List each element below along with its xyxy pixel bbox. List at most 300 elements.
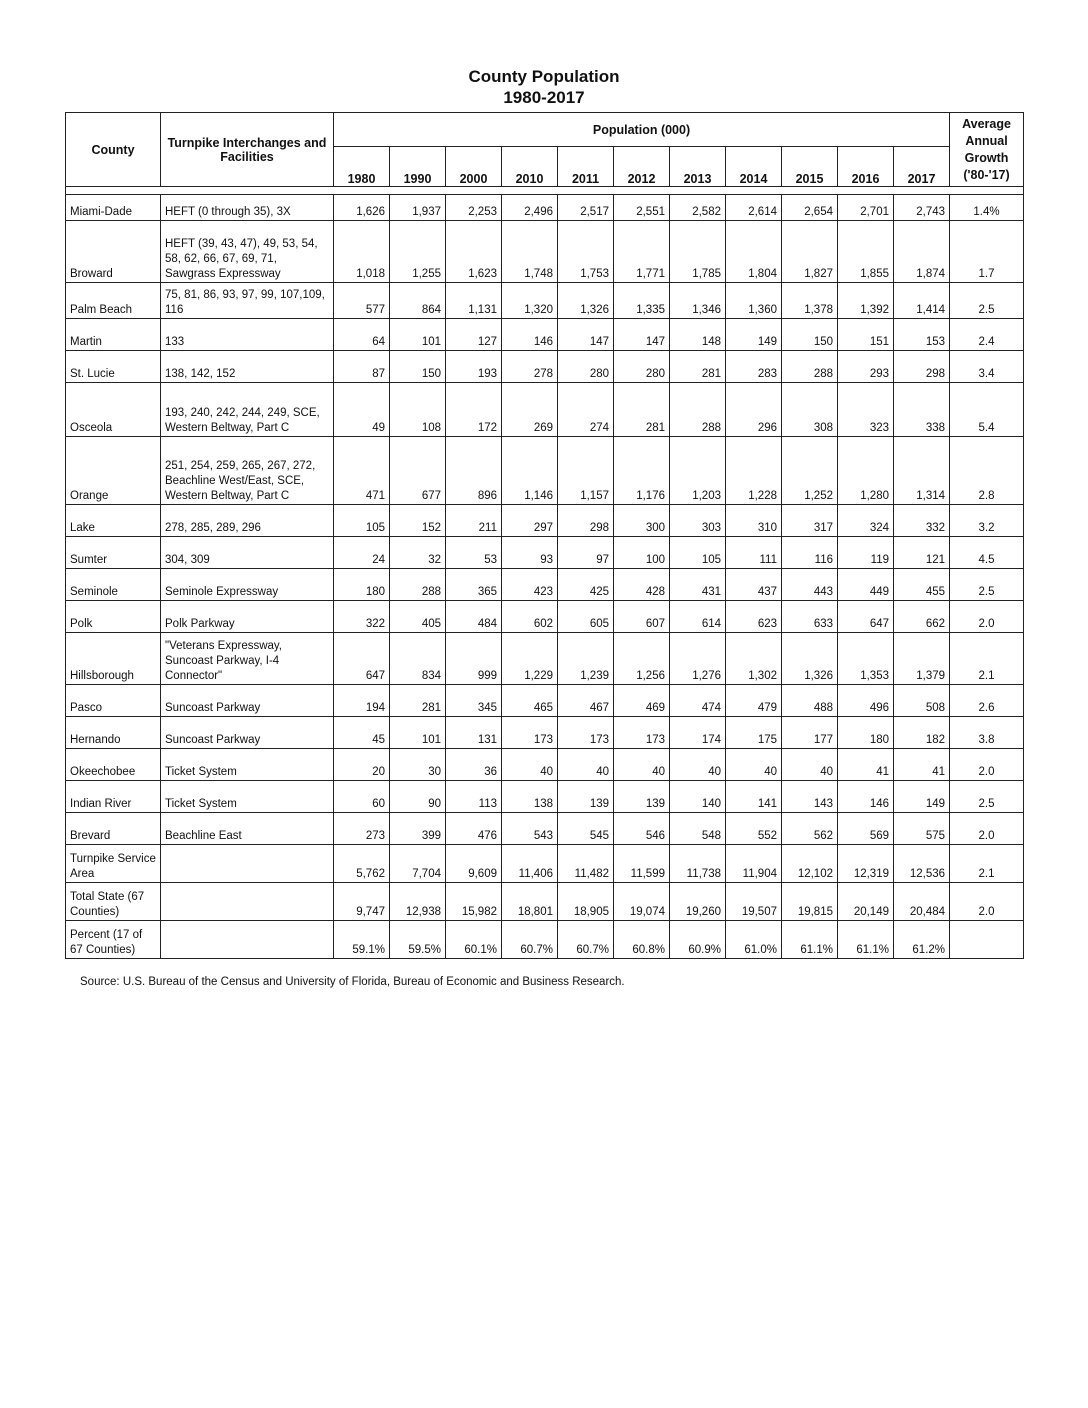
- population-value-cell: 281: [670, 351, 726, 383]
- population-value-cell: 469: [614, 685, 670, 717]
- facilities-cell: 138, 142, 152: [161, 351, 334, 383]
- population-value-cell: 288: [390, 569, 446, 601]
- population-value-cell: 1,320: [502, 283, 558, 319]
- population-value-cell: 338: [894, 383, 950, 437]
- population-value-cell: 1,252: [782, 437, 838, 505]
- population-value-cell: 864: [390, 283, 446, 319]
- population-value-cell: 59.5%: [390, 921, 446, 959]
- population-value-cell: 281: [614, 383, 670, 437]
- population-value-cell: 100: [614, 537, 670, 569]
- county-cell: Hillsborough: [66, 633, 161, 685]
- population-value-cell: 1,335: [614, 283, 670, 319]
- population-value-cell: 194: [334, 685, 390, 717]
- population-value-cell: 12,536: [894, 845, 950, 883]
- table-row: [66, 221, 1024, 283]
- population-value-cell: 147: [614, 319, 670, 351]
- population-value-cell: 108: [390, 383, 446, 437]
- population-value-cell: 180: [334, 569, 390, 601]
- population-value-cell: 2,517: [558, 195, 614, 221]
- population-value-cell: 577: [334, 283, 390, 319]
- population-value-cell: 53: [446, 537, 502, 569]
- county-cell: Turnpike Service Area: [66, 845, 161, 883]
- population-value-cell: 324: [838, 505, 894, 537]
- header-year: 2015: [782, 147, 838, 187]
- population-value-cell: 569: [838, 813, 894, 845]
- population-value-cell: 101: [390, 717, 446, 749]
- population-value-cell: 546: [614, 813, 670, 845]
- population-value-cell: 150: [782, 319, 838, 351]
- population-value-cell: 149: [894, 781, 950, 813]
- population-value-cell: 5,762: [334, 845, 390, 883]
- population-value-cell: 19,074: [614, 883, 670, 921]
- population-value-cell: 11,482: [558, 845, 614, 883]
- population-value-cell: 896: [446, 437, 502, 505]
- population-value-cell: 552: [726, 813, 782, 845]
- population-value-cell: 9,609: [446, 845, 502, 883]
- population-value-cell: 323: [838, 383, 894, 437]
- population-value-cell: 1,346: [670, 283, 726, 319]
- facilities-cell: HEFT (0 through 35), 3X: [161, 195, 334, 221]
- population-value-cell: 1,176: [614, 437, 670, 505]
- population-value-cell: 1,326: [782, 633, 838, 685]
- population-value-cell: 9,747: [334, 883, 390, 921]
- population-value-cell: 151: [838, 319, 894, 351]
- table-row: [66, 717, 1024, 749]
- population-value-cell: 1,302: [726, 633, 782, 685]
- population-value-cell: 1,239: [558, 633, 614, 685]
- population-value-cell: 60.1%: [446, 921, 502, 959]
- population-value-cell: 431: [670, 569, 726, 601]
- population-value-cell: 12,319: [838, 845, 894, 883]
- table-row: [66, 921, 1024, 959]
- facilities-cell: "Veterans Expressway, Suncoast Parkway, I-4 Connector": [161, 633, 334, 685]
- header-county: County: [66, 113, 161, 187]
- table-row: [66, 601, 1024, 633]
- population-value-cell: 548: [670, 813, 726, 845]
- header-year: 2016: [838, 147, 894, 187]
- population-value-cell: 677: [390, 437, 446, 505]
- population-value-cell: 93: [502, 537, 558, 569]
- population-value-cell: 1,018: [334, 221, 390, 283]
- population-value-cell: 64: [334, 319, 390, 351]
- population-value-cell: 1,753: [558, 221, 614, 283]
- population-value-cell: 60: [334, 781, 390, 813]
- population-value-cell: 2,743: [894, 195, 950, 221]
- county-cell: Broward: [66, 221, 161, 283]
- growth-cell: [950, 921, 1024, 959]
- table-row: [66, 781, 1024, 813]
- population-value-cell: 633: [782, 601, 838, 633]
- population-value-cell: 647: [838, 601, 894, 633]
- county-cell: Seminole: [66, 569, 161, 601]
- population-value-cell: 300: [614, 505, 670, 537]
- table-row: [66, 813, 1024, 845]
- population-value-cell: 322: [334, 601, 390, 633]
- population-value-cell: 11,406: [502, 845, 558, 883]
- population-value-cell: 139: [614, 781, 670, 813]
- population-value-cell: 18,905: [558, 883, 614, 921]
- source-note: Source: U.S. Bureau of the Census and University of Florida, Bureau of Economic and Business Research.: [80, 976, 625, 988]
- population-value-cell: 1,229: [502, 633, 558, 685]
- growth-cell: 2.0: [950, 601, 1024, 633]
- facilities-cell: HEFT (39, 43, 47), 49, 53, 54, 58, 62, 66, 67, 69, 71, Sawgrass Expressway: [161, 221, 334, 283]
- population-value-cell: 496: [838, 685, 894, 717]
- population-value-cell: 11,738: [670, 845, 726, 883]
- population-value-cell: 614: [670, 601, 726, 633]
- county-cell: Osceola: [66, 383, 161, 437]
- population-value-cell: 87: [334, 351, 390, 383]
- population-value-cell: 1,937: [390, 195, 446, 221]
- population-value-cell: 173: [502, 717, 558, 749]
- county-cell: Pasco: [66, 685, 161, 717]
- population-value-cell: 1,392: [838, 283, 894, 319]
- population-value-cell: 281: [390, 685, 446, 717]
- population-value-cell: 19,260: [670, 883, 726, 921]
- population-value-cell: 303: [670, 505, 726, 537]
- page-title: County Population: [468, 67, 620, 86]
- population-value-cell: 602: [502, 601, 558, 633]
- growth-cell: 2.0: [950, 813, 1024, 845]
- facilities-cell: 278, 285, 289, 296: [161, 505, 334, 537]
- facilities-cell: Polk Parkway: [161, 601, 334, 633]
- population-value-cell: 428: [614, 569, 670, 601]
- population-value-cell: 1,623: [446, 221, 502, 283]
- county-cell: Percent (17 of 67 Counties): [66, 921, 161, 959]
- population-value-cell: 423: [502, 569, 558, 601]
- population-value-cell: 141: [726, 781, 782, 813]
- county-cell: Hernando: [66, 717, 161, 749]
- population-value-cell: 61.1%: [782, 921, 838, 959]
- population-value-cell: 449: [838, 569, 894, 601]
- population-value-cell: 172: [446, 383, 502, 437]
- population-value-cell: 607: [614, 601, 670, 633]
- facilities-cell: [161, 845, 334, 883]
- facilities-cell: [161, 921, 334, 959]
- population-value-cell: 49: [334, 383, 390, 437]
- population-value-cell: 1,146: [502, 437, 558, 505]
- population-value-cell: 1,157: [558, 437, 614, 505]
- population-value-cell: 150: [390, 351, 446, 383]
- population-value-cell: 61.0%: [726, 921, 782, 959]
- header-year: 2010: [502, 147, 558, 187]
- title-block: [0, 66, 1088, 108]
- facilities-cell: Seminole Expressway: [161, 569, 334, 601]
- page-subtitle: 1980-2017: [503, 88, 585, 107]
- population-value-cell: 484: [446, 601, 502, 633]
- population-value-cell: 111: [726, 537, 782, 569]
- population-value-cell: 1,785: [670, 221, 726, 283]
- county-cell: Sumter: [66, 537, 161, 569]
- population-value-cell: 1,255: [390, 221, 446, 283]
- population-value-cell: 488: [782, 685, 838, 717]
- population-value-cell: 1,353: [838, 633, 894, 685]
- population-value-cell: 476: [446, 813, 502, 845]
- county-cell: Okeechobee: [66, 749, 161, 781]
- population-value-cell: 59.1%: [334, 921, 390, 959]
- population-value-cell: 332: [894, 505, 950, 537]
- growth-cell: 3.2: [950, 505, 1024, 537]
- county-cell: Orange: [66, 437, 161, 505]
- table-row: [66, 883, 1024, 921]
- table-row: [66, 749, 1024, 781]
- facilities-cell: [161, 883, 334, 921]
- population-value-cell: 143: [782, 781, 838, 813]
- population-value-cell: 40: [502, 749, 558, 781]
- header-year: 2017: [894, 147, 950, 187]
- population-value-cell: 834: [390, 633, 446, 685]
- population-value-cell: 399: [390, 813, 446, 845]
- population-value-cell: 24: [334, 537, 390, 569]
- population-value-cell: 623: [726, 601, 782, 633]
- growth-cell: 3.8: [950, 717, 1024, 749]
- population-value-cell: 119: [838, 537, 894, 569]
- population-value-cell: 467: [558, 685, 614, 717]
- population-value-cell: 1,378: [782, 283, 838, 319]
- population-value-cell: 2,701: [838, 195, 894, 221]
- population-value-cell: 182: [894, 717, 950, 749]
- population-value-cell: 211: [446, 505, 502, 537]
- population-value-cell: 2,654: [782, 195, 838, 221]
- population-value-cell: 1,414: [894, 283, 950, 319]
- facilities-cell: Beachline East: [161, 813, 334, 845]
- facilities-cell: Ticket System: [161, 749, 334, 781]
- header-population: Population (000): [334, 113, 950, 147]
- header-year: 1980: [334, 147, 390, 187]
- population-value-cell: 2,551: [614, 195, 670, 221]
- growth-cell: 2.1: [950, 845, 1024, 883]
- population-value-cell: 174: [670, 717, 726, 749]
- population-value-cell: 40: [614, 749, 670, 781]
- population-value-cell: 437: [726, 569, 782, 601]
- growth-cell: 3.4: [950, 351, 1024, 383]
- population-value-cell: 310: [726, 505, 782, 537]
- population-value-cell: 131: [446, 717, 502, 749]
- growth-cell: 2.0: [950, 883, 1024, 921]
- population-value-cell: 146: [502, 319, 558, 351]
- population-value-cell: 1,326: [558, 283, 614, 319]
- growth-cell: 1.4%: [950, 195, 1024, 221]
- county-cell: St. Lucie: [66, 351, 161, 383]
- population-value-cell: 1,874: [894, 221, 950, 283]
- population-value-cell: 146: [838, 781, 894, 813]
- population-value-cell: 97: [558, 537, 614, 569]
- population-value-cell: 45: [334, 717, 390, 749]
- header-year: 2011: [558, 147, 614, 187]
- population-value-cell: 11,599: [614, 845, 670, 883]
- growth-cell: 2.1: [950, 633, 1024, 685]
- population-value-cell: 173: [614, 717, 670, 749]
- header-growth: Average Annual Growth ('80-'17): [950, 113, 1024, 187]
- population-value-cell: 139: [558, 781, 614, 813]
- population-value-cell: 269: [502, 383, 558, 437]
- population-value-cell: 308: [782, 383, 838, 437]
- population-value-cell: 105: [334, 505, 390, 537]
- table-row: [66, 437, 1024, 505]
- population-value-cell: 177: [782, 717, 838, 749]
- population-value-cell: 149: [726, 319, 782, 351]
- population-value-cell: 60.7%: [558, 921, 614, 959]
- population-value-cell: 562: [782, 813, 838, 845]
- population-value-cell: 298: [558, 505, 614, 537]
- population-value-cell: 280: [558, 351, 614, 383]
- population-value-cell: 1,379: [894, 633, 950, 685]
- growth-cell: 2.0: [950, 749, 1024, 781]
- table-row: [66, 319, 1024, 351]
- header-year: 2012: [614, 147, 670, 187]
- population-value-cell: 474: [670, 685, 726, 717]
- population-value-cell: 405: [390, 601, 446, 633]
- population-value-cell: 508: [894, 685, 950, 717]
- facilities-cell: 75, 81, 86, 93, 97, 99, 107,109, 116: [161, 283, 334, 319]
- population-value-cell: 1,827: [782, 221, 838, 283]
- population-value-cell: 2,582: [670, 195, 726, 221]
- population-value-cell: 999: [446, 633, 502, 685]
- population-value-cell: 545: [558, 813, 614, 845]
- growth-cell: 2.8: [950, 437, 1024, 505]
- population-value-cell: 365: [446, 569, 502, 601]
- population-value-cell: 40: [558, 749, 614, 781]
- population-value-cell: 1,276: [670, 633, 726, 685]
- header-year: 1990: [390, 147, 446, 187]
- population-value-cell: 575: [894, 813, 950, 845]
- population-value-cell: 20: [334, 749, 390, 781]
- population-value-cell: 20,484: [894, 883, 950, 921]
- population-value-cell: 425: [558, 569, 614, 601]
- header-spacer-row: [66, 187, 1024, 195]
- population-value-cell: 15,982: [446, 883, 502, 921]
- population-value-cell: 274: [558, 383, 614, 437]
- table-row: [66, 505, 1024, 537]
- population-value-cell: 1,804: [726, 221, 782, 283]
- growth-cell: 1.7: [950, 221, 1024, 283]
- population-value-cell: 1,280: [838, 437, 894, 505]
- population-value-cell: 30: [390, 749, 446, 781]
- population-value-cell: 273: [334, 813, 390, 845]
- population-value-cell: 60.9%: [670, 921, 726, 959]
- population-value-cell: 180: [838, 717, 894, 749]
- facilities-cell: 304, 309: [161, 537, 334, 569]
- population-value-cell: 465: [502, 685, 558, 717]
- table-row: [66, 383, 1024, 437]
- population-value-cell: 175: [726, 717, 782, 749]
- population-value-cell: 443: [782, 569, 838, 601]
- population-value-cell: 288: [670, 383, 726, 437]
- county-cell: Miami-Dade: [66, 195, 161, 221]
- population-value-cell: 298: [894, 351, 950, 383]
- population-value-cell: 605: [558, 601, 614, 633]
- population-value-cell: 1,256: [614, 633, 670, 685]
- population-value-cell: 116: [782, 537, 838, 569]
- population-value-cell: 296: [726, 383, 782, 437]
- county-cell: Martin: [66, 319, 161, 351]
- population-value-cell: 1,855: [838, 221, 894, 283]
- population-value-cell: 40: [726, 749, 782, 781]
- population-value-cell: 1,626: [334, 195, 390, 221]
- table-row: [66, 195, 1024, 221]
- population-value-cell: 647: [334, 633, 390, 685]
- population-value-cell: 280: [614, 351, 670, 383]
- population-value-cell: 41: [838, 749, 894, 781]
- population-value-cell: 1,203: [670, 437, 726, 505]
- growth-cell: 2.5: [950, 781, 1024, 813]
- population-value-cell: 317: [782, 505, 838, 537]
- population-value-cell: 140: [670, 781, 726, 813]
- population-value-cell: 1,748: [502, 221, 558, 283]
- population-value-cell: 19,507: [726, 883, 782, 921]
- population-value-cell: 18,801: [502, 883, 558, 921]
- table-row: [66, 283, 1024, 319]
- population-value-cell: 293: [838, 351, 894, 383]
- table-header: [66, 113, 1024, 187]
- population-value-cell: 2,253: [446, 195, 502, 221]
- population-value-cell: 61.2%: [894, 921, 950, 959]
- population-value-cell: 2,614: [726, 195, 782, 221]
- growth-cell: 5.4: [950, 383, 1024, 437]
- population-value-cell: 1,131: [446, 283, 502, 319]
- population-value-cell: 278: [502, 351, 558, 383]
- population-value-cell: 60.8%: [614, 921, 670, 959]
- population-value-cell: 101: [390, 319, 446, 351]
- population-value-cell: 12,102: [782, 845, 838, 883]
- population-value-cell: 479: [726, 685, 782, 717]
- growth-cell: 2.5: [950, 569, 1024, 601]
- growth-cell: 2.6: [950, 685, 1024, 717]
- population-value-cell: 113: [446, 781, 502, 813]
- population-value-cell: 41: [894, 749, 950, 781]
- population-value-cell: 40: [670, 749, 726, 781]
- population-value-cell: 471: [334, 437, 390, 505]
- county-cell: Polk: [66, 601, 161, 633]
- table-body: [66, 187, 1024, 959]
- facilities-cell: Suncoast Parkway: [161, 685, 334, 717]
- population-value-cell: 147: [558, 319, 614, 351]
- county-cell: Lake: [66, 505, 161, 537]
- county-cell: Palm Beach: [66, 283, 161, 319]
- spacer-cell: [66, 187, 1024, 195]
- population-value-cell: 61.1%: [838, 921, 894, 959]
- facilities-cell: 251, 254, 259, 265, 267, 272, Beachline West/East, SCE, Western Beltway, Part C: [161, 437, 334, 505]
- growth-cell: 2.5: [950, 283, 1024, 319]
- population-value-cell: 288: [782, 351, 838, 383]
- table-row: [66, 633, 1024, 685]
- population-value-cell: 173: [558, 717, 614, 749]
- facilities-cell: Ticket System: [161, 781, 334, 813]
- population-value-cell: 138: [502, 781, 558, 813]
- population-value-cell: 455: [894, 569, 950, 601]
- header-year: 2014: [726, 147, 782, 187]
- population-value-cell: 153: [894, 319, 950, 351]
- table-row: [66, 845, 1024, 883]
- population-value-cell: 283: [726, 351, 782, 383]
- population-value-cell: 12,938: [390, 883, 446, 921]
- population-value-cell: 2,496: [502, 195, 558, 221]
- population-value-cell: 152: [390, 505, 446, 537]
- population-value-cell: 148: [670, 319, 726, 351]
- population-value-cell: 1,314: [894, 437, 950, 505]
- population-table: [65, 112, 1024, 959]
- population-value-cell: 40: [782, 749, 838, 781]
- facilities-cell: Suncoast Parkway: [161, 717, 334, 749]
- population-value-cell: 193: [446, 351, 502, 383]
- population-value-cell: 105: [670, 537, 726, 569]
- header-facilities: Turnpike Interchanges and Facilities: [161, 113, 334, 187]
- facilities-cell: 133: [161, 319, 334, 351]
- facilities-cell: 193, 240, 242, 244, 249, SCE, Western Beltway, Part C: [161, 383, 334, 437]
- header-year: 2000: [446, 147, 502, 187]
- population-value-cell: 1,360: [726, 283, 782, 319]
- population-value-cell: 19,815: [782, 883, 838, 921]
- population-value-cell: 7,704: [390, 845, 446, 883]
